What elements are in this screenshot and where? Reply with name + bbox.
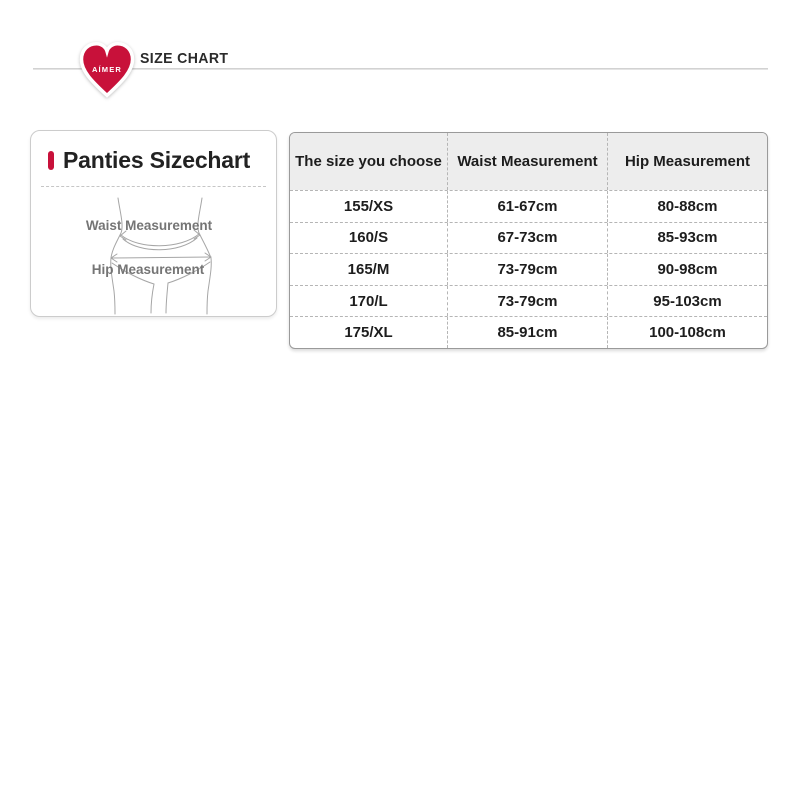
cell-waist: 73-79cm: [448, 286, 608, 317]
cell-waist: 67-73cm: [448, 223, 608, 254]
cell-hip: 80-88cm: [657, 197, 718, 215]
col-header-waist: Waist Measurement: [448, 133, 608, 190]
cell-hip: 95-103cm: [653, 292, 722, 310]
table-row: [290, 316, 767, 348]
table-row: [290, 285, 767, 317]
page-title: SIZE CHART: [140, 50, 229, 67]
figure-left-side: [111, 198, 122, 314]
panties-measurement-figure: [31, 191, 278, 318]
waist-measurement-label: Waist Measurement: [85, 218, 213, 233]
cell-waist: 73-79cm: [448, 254, 608, 285]
cell-waist: 61-67cm: [448, 191, 608, 222]
panel-title: Panties Sizechart: [63, 147, 251, 173]
cell-hip: 100-108cm: [649, 324, 726, 342]
cell-size: 155/XS: [290, 191, 448, 222]
waistband-lower: [123, 238, 197, 250]
table-row: [290, 222, 767, 254]
title-accent-bar: [48, 151, 54, 170]
panel-header: [48, 147, 276, 174]
table-row: [290, 253, 767, 285]
aimer-logo: [78, 41, 136, 101]
table-row: [290, 190, 767, 222]
cell-waist: 85-91cm: [448, 317, 608, 348]
size-table: [289, 132, 768, 349]
cell-hip: 90-98cm: [657, 260, 718, 278]
cell-size: 170/L: [290, 286, 448, 317]
cell-size: 160/S: [290, 223, 448, 254]
panel-divider: [41, 186, 266, 187]
header-divider: [33, 68, 768, 70]
hip-measure-line: [111, 257, 211, 258]
cell-size: 175/XL: [290, 317, 448, 348]
panties-sizechart-panel: [30, 130, 277, 317]
inner-leg-right: [166, 283, 168, 313]
heart-icon: [78, 41, 136, 101]
inner-leg-left: [151, 284, 154, 313]
table-header-row: [290, 133, 767, 190]
hip-measurement-label: Hip Measurement: [91, 262, 205, 277]
col-header-hip: Hip Measurement: [624, 153, 751, 170]
cell-hip: 85-93cm: [657, 229, 718, 247]
col-header-size: The size you choose: [290, 133, 448, 190]
cell-size: 165/M: [290, 254, 448, 285]
logo-text: AÍMER: [91, 65, 123, 75]
